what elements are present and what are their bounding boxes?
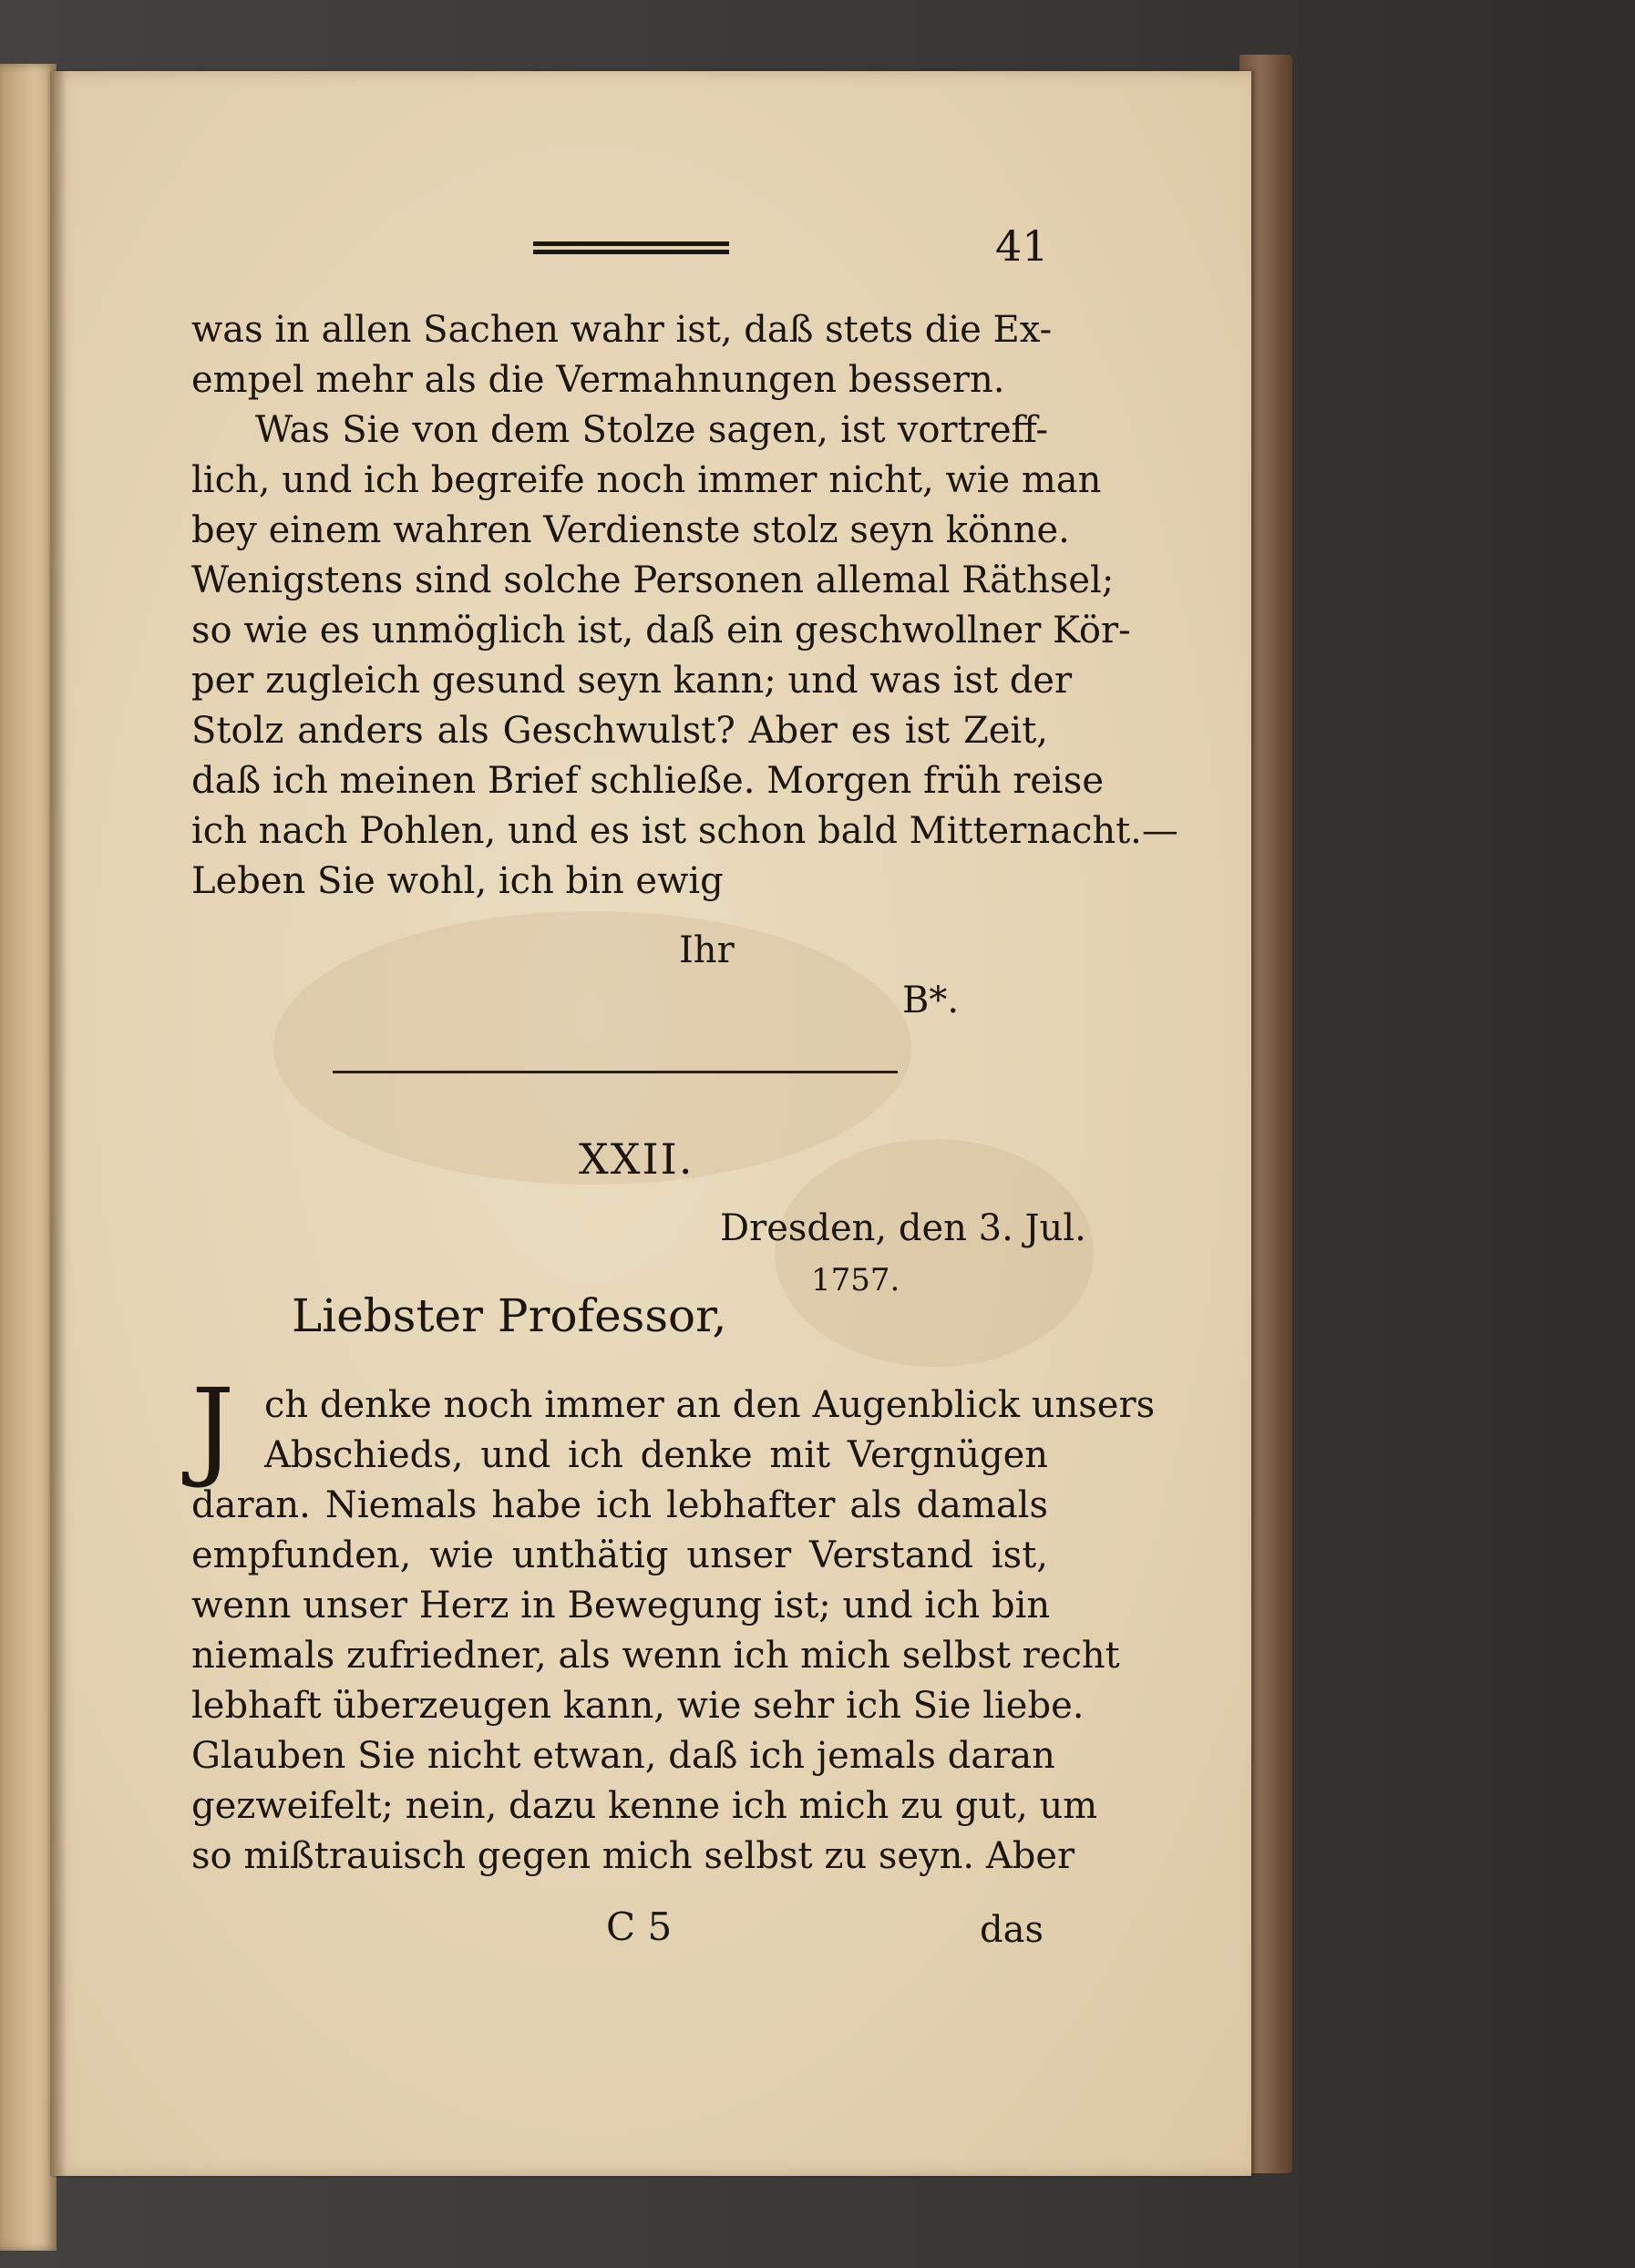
text-line: per zugleich gesund seyn kann; und was ist der bbox=[191, 660, 1073, 702]
letter-year: 1757. bbox=[811, 1262, 900, 1298]
text-line: gezweifelt; nein, dazu kenne ich mich zu gut, um bbox=[191, 1785, 1098, 1827]
text-line: Stolz anders als Geschwulst? Aber es ist Zeit, bbox=[191, 710, 1048, 752]
text-line: empfunden, wie unthätig unser Verstand ist, bbox=[191, 1534, 1048, 1576]
text-line: Glauben Sie nicht etwan, daß ich jemals daran bbox=[191, 1735, 1055, 1777]
text-line: Leben Sie wohl, ich bin ewig bbox=[191, 860, 724, 902]
text-line: niemals zufriedner, als wenn ich mich selbst recht bbox=[191, 1635, 1120, 1677]
text-line: so mißtrauisch gegen mich selbst zu seyn. Aber bbox=[191, 1835, 1075, 1877]
drop-cap: J bbox=[191, 1365, 235, 1491]
catchword: das bbox=[980, 1909, 1044, 1951]
text-line: wenn unser Herz in Bewegung ist; und ich bin bbox=[191, 1585, 1051, 1627]
letter-two-body bbox=[191, 1380, 1156, 1882]
text-line: ch denke noch immer an den Augenblick unsers bbox=[264, 1384, 1156, 1426]
signature-mark: C 5 bbox=[606, 1904, 673, 1949]
previous-page-edge bbox=[0, 64, 57, 2251]
text-line: lebhaft überzeugen kann, wie sehr ich Sie liebe. bbox=[191, 1685, 1085, 1727]
text-line: Abschieds, und ich denke mit Vergnügen bbox=[264, 1434, 1048, 1476]
text-line: daran. Niemals habe ich lebhafter als damals bbox=[191, 1484, 1048, 1526]
text-line: Wenigstens sind solche Personen allemal Räthsel; bbox=[191, 559, 1115, 601]
letter-number: XXII. bbox=[579, 1134, 694, 1184]
signature: B*. bbox=[902, 980, 960, 1021]
letter-one-body bbox=[191, 305, 1178, 907]
text-line: so wie es unmöglich ist, daß ein geschwollner Kör- bbox=[191, 610, 1131, 652]
page-number: 41 bbox=[995, 221, 1049, 271]
header-rule bbox=[533, 241, 729, 254]
text-line: bey einem wahren Verdienste stolz seyn könne. bbox=[191, 509, 1070, 551]
closing-ihr: Ihr bbox=[679, 929, 735, 971]
place-date: Dresden, den 3. Jul. bbox=[720, 1207, 1086, 1249]
salutation: Liebster Professor, bbox=[292, 1289, 727, 1342]
text-line: Was Sie von dem Stolze sagen, ist vortreff- bbox=[255, 409, 1048, 451]
page-gutter-shadow bbox=[50, 71, 67, 2176]
text-line: ich nach Pohlen, und es ist schon bald Mitternacht.— bbox=[191, 810, 1178, 852]
text-line: was in allen Sachen wahr ist, daß stets die Ex- bbox=[191, 309, 1053, 351]
paper-stain bbox=[775, 1139, 1094, 1367]
text-line: empel mehr als die Vermahnungen bessern. bbox=[191, 359, 1005, 401]
text-line: daß ich meinen Brief schließe. Morgen früh reise bbox=[191, 760, 1104, 802]
text-line: lich, und ich begreife noch immer nicht, wie man bbox=[191, 459, 1102, 501]
section-divider bbox=[333, 1071, 898, 1073]
